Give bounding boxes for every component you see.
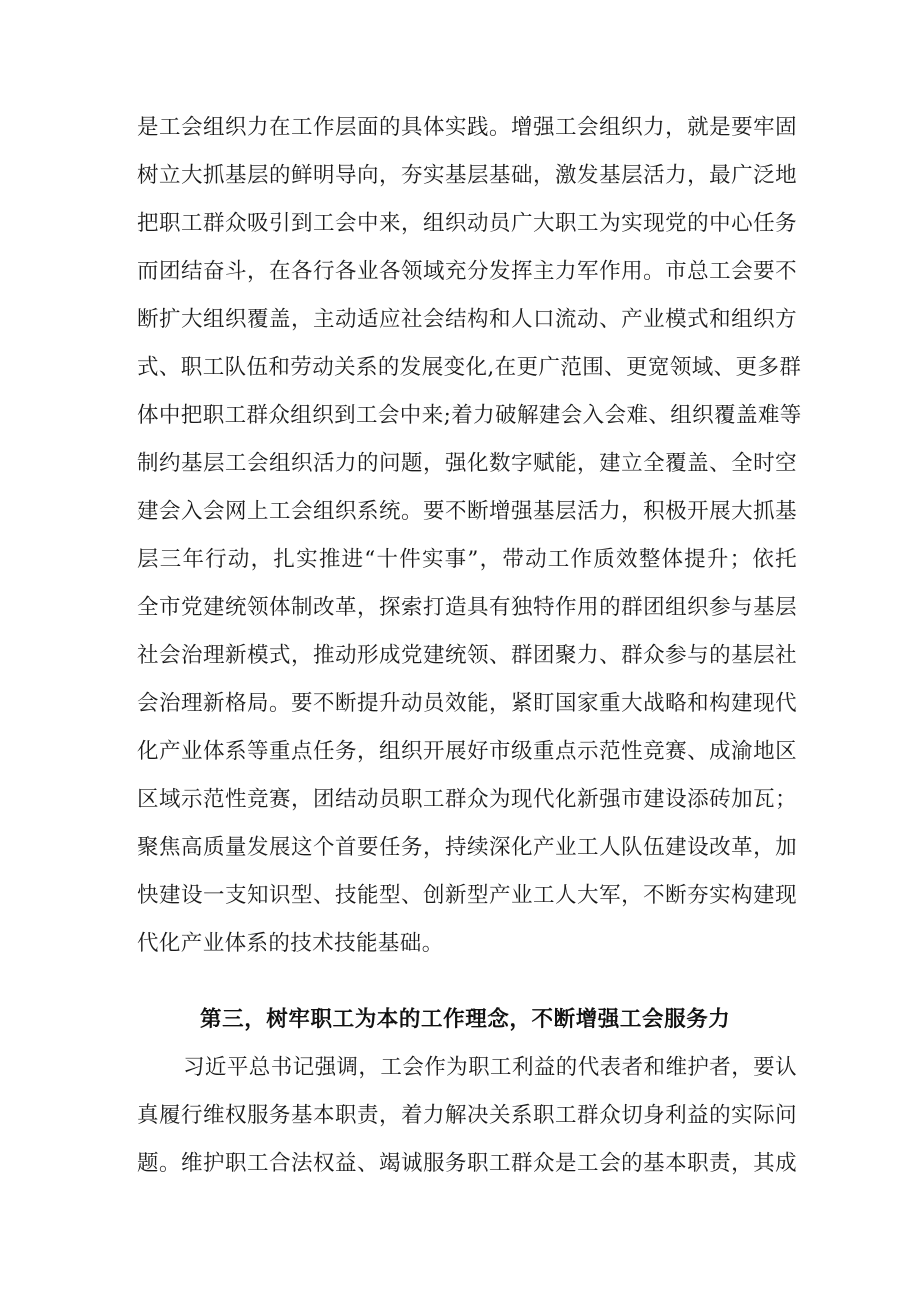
text-line: 化产业体系等重点任务，组织开展好市级重点示范性竞赛、成渝地区 <box>137 739 797 764</box>
text-line: 全市党建统领体制改革，探索打造具有独特作用的群团组织参与基层 <box>137 595 797 620</box>
text-line: 习近平总书记强调，工会作为职工利益的代表者和维护者，要认 <box>183 1055 797 1080</box>
section-heading: 第三，树牢职工为本的工作理念，不断增强工会服务力 <box>200 1007 731 1032</box>
text-line: 层三年行动，扎实推进“十件实事”，带动工作质效整体提升；依托 <box>137 547 797 572</box>
text-line: 快建设一支知识型、技能型、创新型产业工人大军，不断夯实构建现 <box>137 883 797 908</box>
text-line: 是工会组织力在工作层面的具体实践。增强工会组织力，就是要牢固 <box>137 115 797 140</box>
text-line: 区域示范性竞赛，团结动员职工群众为现代化新强市建设添砖加瓦； <box>137 787 797 812</box>
text-line: 社会治理新模式，推动形成党建统领、群团聚力、群众参与的基层社 <box>137 643 797 668</box>
text-line: 聚焦高质量发展这个首要任务，持续深化产业工人队伍建设改革，加 <box>137 835 797 860</box>
text-line: 代化产业体系的技术技能基础。 <box>137 931 444 956</box>
text-line: 把职工群众吸引到工会中来，组织动员广大职工为实现党的中心任务 <box>137 211 797 236</box>
text-line: 断扩大组织覆盖，主动适应社会结构和人口流动、产业模式和组织方 <box>137 307 797 332</box>
text-line: 式、职工队伍和劳动关系的发展变化,在更广范围、更宽领域、更多群 <box>137 355 802 380</box>
text-line: 而团结奋斗，在各行各业各领域充分发挥主力军作用。市总工会要不 <box>137 259 797 284</box>
text-line: 体中把职工群众组织到工会中来;着力破解建会入会难、组织覆盖难等 <box>137 403 802 428</box>
text-line: 会治理新格局。要不断提升动员效能，紧盯国家重大战略和构建现代 <box>137 691 797 716</box>
text-line: 真履行维权服务基本职责，着力解决关系职工群众切身利益的实际问 <box>137 1103 797 1128</box>
text-line: 题。维护职工合法权益、竭诚服务职工群众是工会的基本职责，其成 <box>137 1151 797 1176</box>
text-line: 制约基层工会组织活力的问题，强化数字赋能，建立全覆盖、全时空 <box>137 451 797 476</box>
text-line: 树立大抓基层的鲜明导向，夯实基层基础，激发基层活力，最广泛地 <box>137 163 797 188</box>
text-line: 建会入会网上工会组织系统。要不断增强基层活力，积极开展大抓基 <box>137 499 797 524</box>
